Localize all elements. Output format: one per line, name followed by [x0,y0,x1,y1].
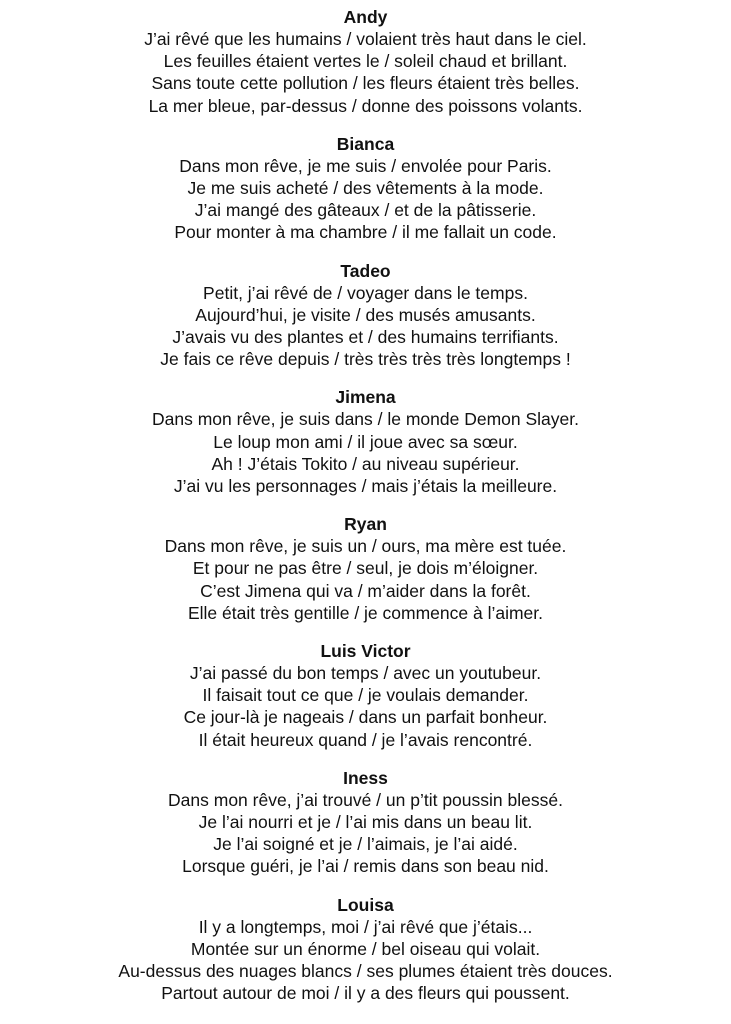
poem-line: J’ai vu les personnages / mais j’étais la meilleure. [173,476,558,497]
poem-line: Les feuilles étaient vertes le / soleil chaud et brillant. [163,51,568,72]
poem-line: Et pour ne pas être / seul, je dois m’éloigner. [192,558,539,579]
poem-line: J’avais vu des plantes et / des humains terrifiants. [172,327,559,348]
poem-line: Dans mon rêve, je suis un / ours, ma mère est tuée. [164,536,567,557]
poem-line: C’est Jimena qui va / m’aider dans la forêt. [200,580,531,601]
poem-tadeo [0,260,731,371]
poem-author: Iness [343,767,388,788]
poem-line: J’ai passé du bon temps / avec un youtubeur. [189,663,542,684]
poem-line: Petit, j’ai rêvé de / voyager dans le temps. [203,282,528,303]
poem-line: Il y a longtemps, moi / j’ai rêvé que j’étais... [198,916,533,937]
poem-line: Je me suis acheté / des vêtements à la mode. [187,178,544,199]
poem-line: Ce jour-là je nageais / dans un parfait bonheur. [183,707,548,728]
poem-ryan [0,513,731,624]
poem-line: Aujourd’hui, je visite / des musés amusants. [195,304,536,325]
poem-line: Le loup mon ami / il joue avec sa sœur. [213,431,518,452]
poem-line: Au-dessus des nuages blancs / ses plumes étaient très douces. [118,961,613,982]
poem-line: Je l’ai nourri et je / l’ai mis dans un beau lit. [198,812,533,833]
poem-line: Lorsque guéri, je l’ai / remis dans son beau nid. [182,856,549,877]
poem-line: J’ai mangé des gâteaux / et de la pâtisserie. [194,200,537,221]
poem-andy [0,6,731,117]
poem-line: Dans mon rêve, je me suis / envolée pour Paris. [179,155,552,176]
poem-line: Je l’ai soigné et je / l’aimais, je l’ai aidé. [213,834,518,855]
poem-jimena [0,386,731,497]
poem-louisa [0,894,731,1005]
poem-author: Luis Victor [320,641,411,662]
poem-line: Il était heureux quand / je l’avais rencontré. [198,729,533,750]
poem-line: Montée sur un énorme / bel oiseau qui volait. [190,938,541,959]
poem-iness [0,767,731,878]
poem-luis-victor [0,640,731,751]
poem-line: Ah ! J’étais Tokito / au niveau supérieur. [211,453,520,474]
poem-author: Tadeo [340,260,391,281]
poem-line: J’ai rêvé que les humains / volaient très haut dans le ciel. [144,29,587,49]
poem-line: La mer bleue, par-dessus / donne des poissons volants. [148,95,583,116]
poem-line: Partout autour de moi / il y a des fleurs qui poussent. [161,983,570,1004]
poem-line: Dans mon rêve, je suis dans / le monde Demon Slayer. [151,409,579,430]
poem-author: Ryan [344,514,387,535]
poem-line: Elle était très gentille / je commence à l’aimer. [187,602,544,623]
poem-line: Dans mon rêve, j’ai trouvé / un p’tit poussin blessé. [168,789,563,810]
poem-author: Louisa [337,894,394,915]
poem-author: Jimena [335,387,396,408]
poem-bianca [0,133,731,244]
poem-line: Il faisait tout ce que / je voulais demander. [202,685,529,706]
poem-author: Bianca [336,133,395,154]
poem-line: Sans toute cette pollution / les fleurs étaient très belles. [151,73,580,94]
poem-line: Je fais ce rêve depuis / très très très très longtemps ! [160,349,571,370]
poem-author: Andy [343,7,388,27]
poem-line: Pour monter à ma chambre / il me fallait un code. [174,222,557,243]
